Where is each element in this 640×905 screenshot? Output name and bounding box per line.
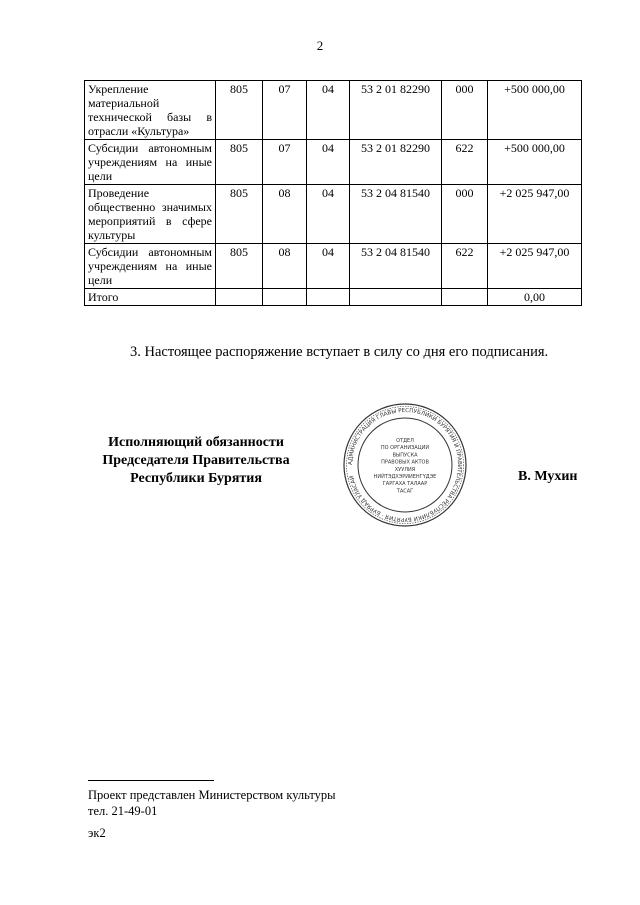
cell-grbs: 805 bbox=[216, 81, 263, 140]
cell-vr: 622 bbox=[442, 244, 488, 289]
total-amount: 0,00 bbox=[488, 289, 582, 306]
footnote bbox=[88, 787, 336, 819]
table-row bbox=[85, 81, 582, 140]
official-stamp bbox=[342, 402, 468, 528]
cell-amount: +2 025 947,00 bbox=[488, 244, 582, 289]
stamp-text-line: НИЙТЭДХЭРИИЕНГҮДЭЕ bbox=[373, 474, 437, 480]
signer-title bbox=[88, 434, 304, 488]
total-label: Итого bbox=[85, 289, 216, 306]
cell-csr: 53 2 04 81540 bbox=[350, 244, 442, 289]
cell-amount: +2 025 947,00 bbox=[488, 185, 582, 244]
stamp-text-line: ТАСАГ bbox=[396, 488, 414, 495]
empty-cell bbox=[307, 289, 350, 306]
empty-cell bbox=[263, 289, 307, 306]
cell-csr: 53 2 01 82290 bbox=[350, 81, 442, 140]
signer-title-line: Председателя Правительства bbox=[102, 453, 290, 468]
budget-table bbox=[84, 80, 582, 306]
footnote-line: Проект представлен Министерством культуры bbox=[88, 788, 336, 802]
effective-date-paragraph: 3. Настоящее распоряжение вступает в силу со дня его подписания. bbox=[130, 344, 549, 360]
stamp-text-line: ПРАВОВЫХ АКТОВ bbox=[381, 459, 429, 466]
empty-cell bbox=[442, 289, 488, 306]
cell-vr: 622 bbox=[442, 140, 488, 185]
stamp-outer-text: АДМИНИСТРАЦИЯ ГЛАВЫ РЕСПУБЛИКИ БУРЯТИЯ И ПРАВИТЕЛЬСТВА РЕСПУБЛИКИ БУРЯТИЯ · БУРЯАД УЛАСАЙ bbox=[347, 407, 463, 523]
cell-amount: +500 000,00 bbox=[488, 140, 582, 185]
cell-rz: 08 bbox=[263, 244, 307, 289]
cell-pr: 04 bbox=[307, 185, 350, 244]
cell-vr: 000 bbox=[442, 185, 488, 244]
table-row bbox=[85, 244, 582, 289]
empty-cell bbox=[216, 289, 263, 306]
stamp-text-line: ВЫПУСКА bbox=[392, 452, 418, 459]
document-code: эк2 bbox=[88, 826, 106, 840]
cell-amount: +500 000,00 bbox=[488, 81, 582, 140]
cell-csr: 53 2 01 82290 bbox=[350, 140, 442, 185]
page-number: 2 bbox=[316, 38, 324, 53]
signer-title-line: Республики Бурятия bbox=[130, 471, 262, 486]
stamp-text-line: ОТДЕЛ bbox=[396, 438, 414, 444]
stamp-text-line: ХУУЛИЯ bbox=[394, 466, 416, 473]
signer-title-line: Исполняющий обязанности bbox=[108, 435, 284, 450]
cell-pr: 04 bbox=[307, 140, 350, 185]
footnote-divider bbox=[88, 780, 214, 781]
cell-grbs: 805 bbox=[216, 244, 263, 289]
signer-name: В. Мухин bbox=[518, 469, 578, 484]
cell-vr: 000 bbox=[442, 81, 488, 140]
table-row bbox=[85, 185, 582, 244]
footnote-line: тел. 21-49-01 bbox=[88, 804, 158, 818]
cell-grbs: 805 bbox=[216, 185, 263, 244]
cell-name: Проведение общественно значимых мероприятий в сфере культуры bbox=[85, 185, 216, 244]
cell-pr: 04 bbox=[307, 244, 350, 289]
cell-grbs: 805 bbox=[216, 140, 263, 185]
cell-name: Укрепление материальной технической базы в отрасли «Культура» bbox=[85, 81, 216, 140]
cell-name: Субсидии автономным учреждениям на иные цели bbox=[85, 244, 216, 289]
cell-csr: 53 2 04 81540 bbox=[350, 185, 442, 244]
cell-rz: 08 bbox=[263, 185, 307, 244]
table-total-row bbox=[85, 289, 582, 306]
empty-cell bbox=[350, 289, 442, 306]
cell-rz: 07 bbox=[263, 81, 307, 140]
cell-pr: 04 bbox=[307, 81, 350, 140]
stamp-text-line: ПО ОРГАНИЗАЦИИ bbox=[380, 445, 430, 452]
cell-name: Субсидии автономным учреждениям на иные цели bbox=[85, 140, 216, 185]
table-row bbox=[85, 140, 582, 185]
stamp-text-line: ГАРГАХА ТАЛААР bbox=[382, 481, 428, 488]
cell-rz: 07 bbox=[263, 140, 307, 185]
